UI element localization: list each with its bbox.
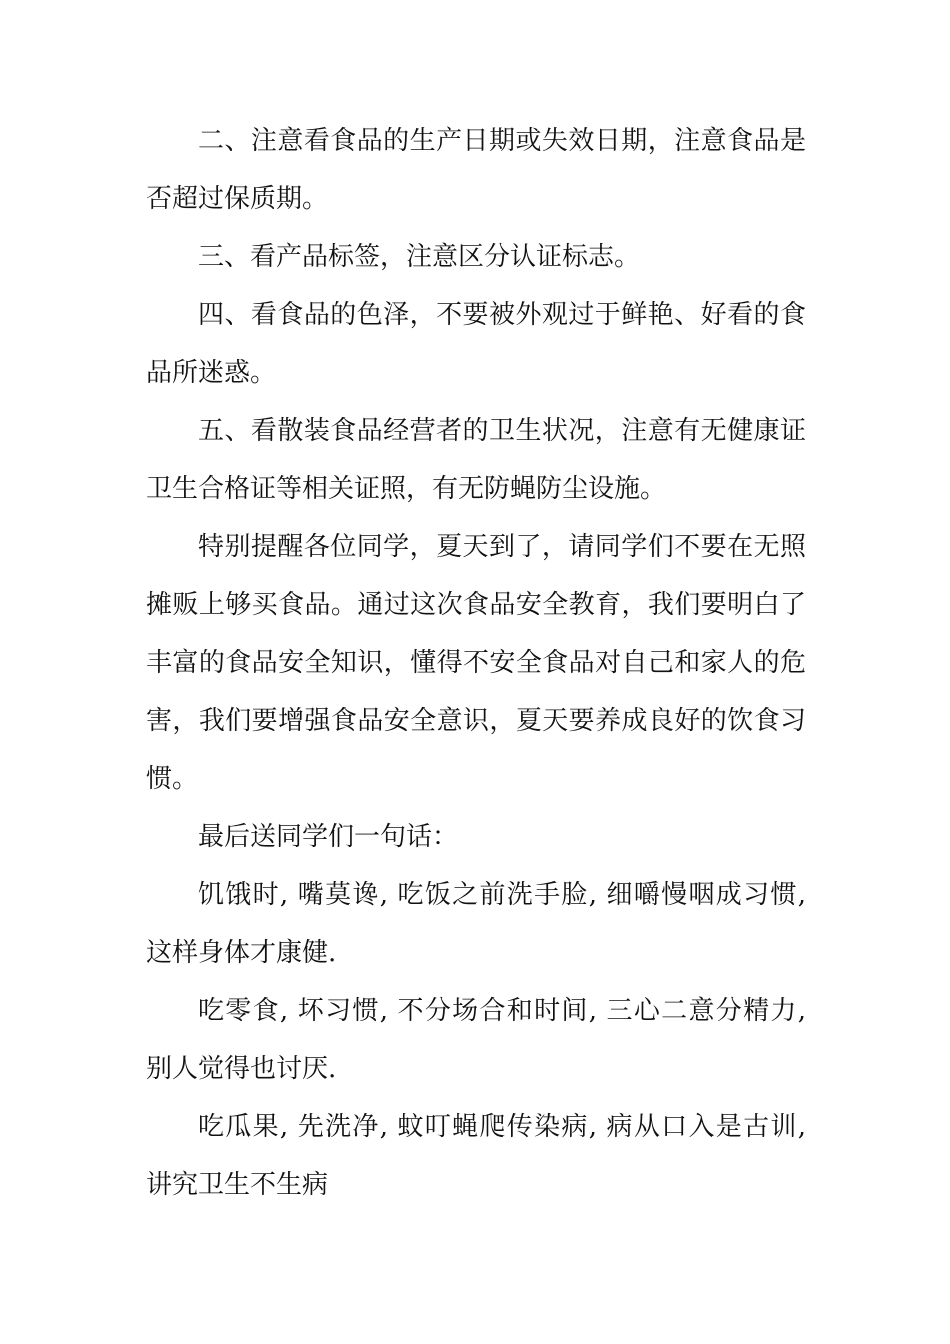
rhyme-verse-fruit: 吃瓜果, 先洗净, 蚊叮蝇爬传染病, 病从口入是古训, 讲究卫生不生病 — [146, 1112, 806, 1200]
paragraph-food-color: 四、看食品的色泽，不要被外观过于鲜艳、好看的食品所迷惑。 — [146, 300, 806, 388]
paragraph-summer-reminder: 特别提醒各位同学，夏天到了，请同学们不要在无照摊贩上够买食品。通过这次食品安全教育，我们要明白了丰富的食品安全知识，懂得不安全食品对自己和家人的危害，我们要增强食品安全意识，夏天要养成良好的饮食习惯。 — [146, 532, 806, 794]
rhyme-verse-hunger: 饥饿时, 嘴莫谗, 吃饭之前洗手脸, 细嚼慢咽成习惯, 这样身体才康健. — [146, 880, 806, 968]
document-body — [146, 112, 806, 1214]
rhyme-verse-snacks: 吃零食, 坏习惯, 不分场合和时间, 三心二意分精力, 别人觉得也讨厌. — [146, 996, 806, 1084]
paragraph-vendor-hygiene: 五、看散装食品经营者的卫生状况，注意有无健康证卫生合格证等相关证照，有无防蝇防尘设施。 — [146, 416, 806, 504]
paragraph-product-label: 三、看产品标签，注意区分认证标志。 — [198, 242, 641, 272]
paragraph-closing-intro: 最后送同学们一句话： — [198, 822, 459, 852]
paragraph-expiry-date: 二、注意看食品的生产日期或失效日期，注意食品是否超过保质期。 — [146, 126, 806, 214]
